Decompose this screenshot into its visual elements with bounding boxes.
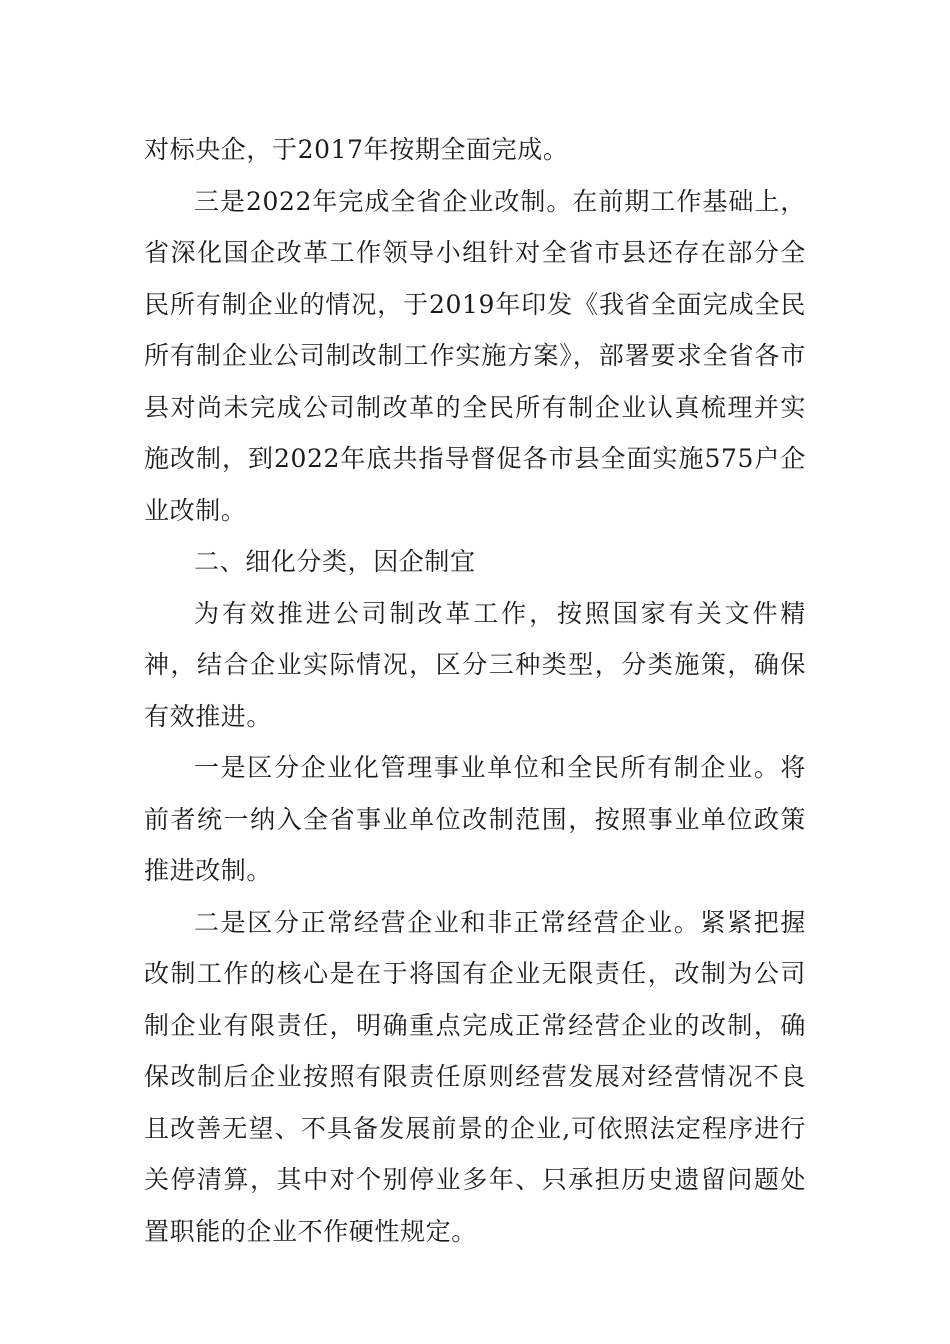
section-heading-classification: 二、细化分类，因企制宜 bbox=[194, 547, 476, 576]
paragraph-classification-intro: 为有效推进公司制改革工作，按照国家有关文件精神，结合企业实际情况，区分三种类型，分类施策，确保有效推进。 bbox=[144, 598, 806, 731]
paragraph-first-type: 一是区分企业化管理事业单位和全民所有制企业。将前者统一纳入全省事业单位改制范围，按照事业单位政策推进改制。 bbox=[144, 753, 806, 885]
paragraph-continuation: 对标央企，于2017年按期全面完成。 bbox=[144, 135, 569, 164]
document-body bbox=[144, 124, 806, 1257]
paragraph-second-type: 二是区分正常经营企业和非正常经营企业。紧紧把握改制工作的核心是在于将国有企业无限责任，改制为公司制企业有限责任，明确重点完成正常经营企业的改制，确保改制后企业按照有限责任原则经营发展对经营情况不良且改善无望、不具备发展前景的企业,可依照法定程序进行关停清算，其中对个别停业多年、只承担历史遗留问题处置职能的企业不作硬性规定。 bbox=[144, 907, 806, 1246]
paragraph-third-point-2022: 三是2022年完成全省企业改制。在前期工作基础上，省深化国企改革工作领导小组针对全省市县还存在部分全民所有制企业的情况，于2019年印发《我省全面完成全民所有制企业公司制改制工作实施方案》，部署要求全省各市县对尚未完成公司制改革的全民所有制企业认真梳理并实施改制，到2022年底共指导督促各市县全面实施575户企业改制。 bbox=[144, 186, 806, 525]
